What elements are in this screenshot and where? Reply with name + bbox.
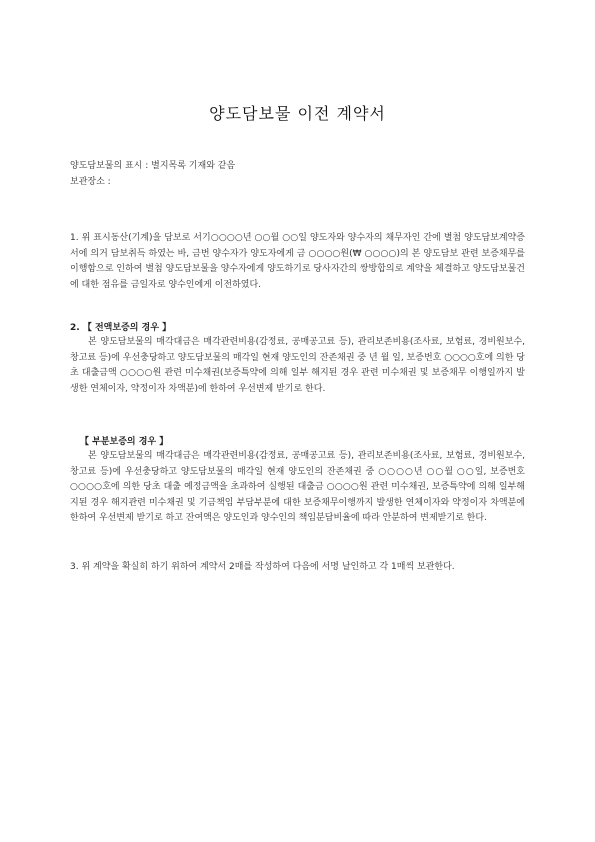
clause-2-body: 본 양도담보물의 매각대금은 매각관련비용(감정료, 공매공고료 등), 관리보존비용(조사료, 보험료, 경비원보수, 창고료 등)에 우선충당하고 양도담보물의 매각일 현재 양도인의 잔존채권 중 년 월 일, 보증번호 ○○○○호에 의한 당초 대출금액 ○○○○원 관련 미수채권(보증특약에 의해 일부 해지된 경우 관련 미수채권 및 보증채무 이행일까지 발생한 연체이자, 약정이자 차액분)에 한하여 우선변제 받기로 한다.	[70, 337, 525, 394]
clause-3: 3. 위 계약을 확실히 하기 위하여 계약서 2매를 작성하여 다음에 서명 날인하고 각 1매씩 보관한다.	[70, 562, 455, 572]
clause-2b-heading: 【 부분보증의 경우 】	[80, 437, 169, 447]
storage-location: 보관장소 :	[70, 177, 111, 187]
clause-2-heading: 2. 【 전액보증의 경우 】	[70, 323, 172, 333]
collateral-description: 양도담보물의 표시 : 별지목록 기재와 같음	[70, 161, 236, 171]
document-title: 양도담보물 이전 계약서	[209, 104, 386, 123]
clause-1: 1. 위 표시동산(기계)을 담보로 서기○○○○년 ○○월 ○○일 양도자와 양수자의 채무자인 간에 별첨 양도담보계약증서에 의거 담보취득 하였는 바, 금번 양수자가 양도자에게 금 ○○○○원(₩ ○○○○)의 본 양도담보 관련 보증채무를 이행함으로 인하여 별첨 양도담보물을 양수자에게 양도하기로 당사자간의 쌍방합의로 계약을 체결하고 양도담보물건에 대한 점유를 금일자로 양수인에게 이전하였다.	[70, 233, 525, 290]
clause-2b-body: 본 양도담보물의 매각대금은 매각관련비용(감정료, 공매공고료 등), 관리보존비용(조사료, 보험료, 경비원보수, 창고료 등)에 우선충당하고 양도담보물의 매각일 현재 양도인의 잔존채권 중 ○○○○년 ○○월 ○○일, 보증번호 ○○○○호에 의한 당초 대출 예정금액을 초과하여 실행된 대출금 ○○○○원 관련 미수채권, 보증특약에 의해 일부해지된 경우 해지관련 미수채권 및 기금책임 부담부분에 대한 보증채무이행까지 발생한 연체이자와 약정이자 차액분에 한하여 우선변제 받기로 하고 잔여액은 양도인과 양수인의 책임분담비율에 따라 안분하여 변제받기로 한다.	[70, 451, 525, 523]
